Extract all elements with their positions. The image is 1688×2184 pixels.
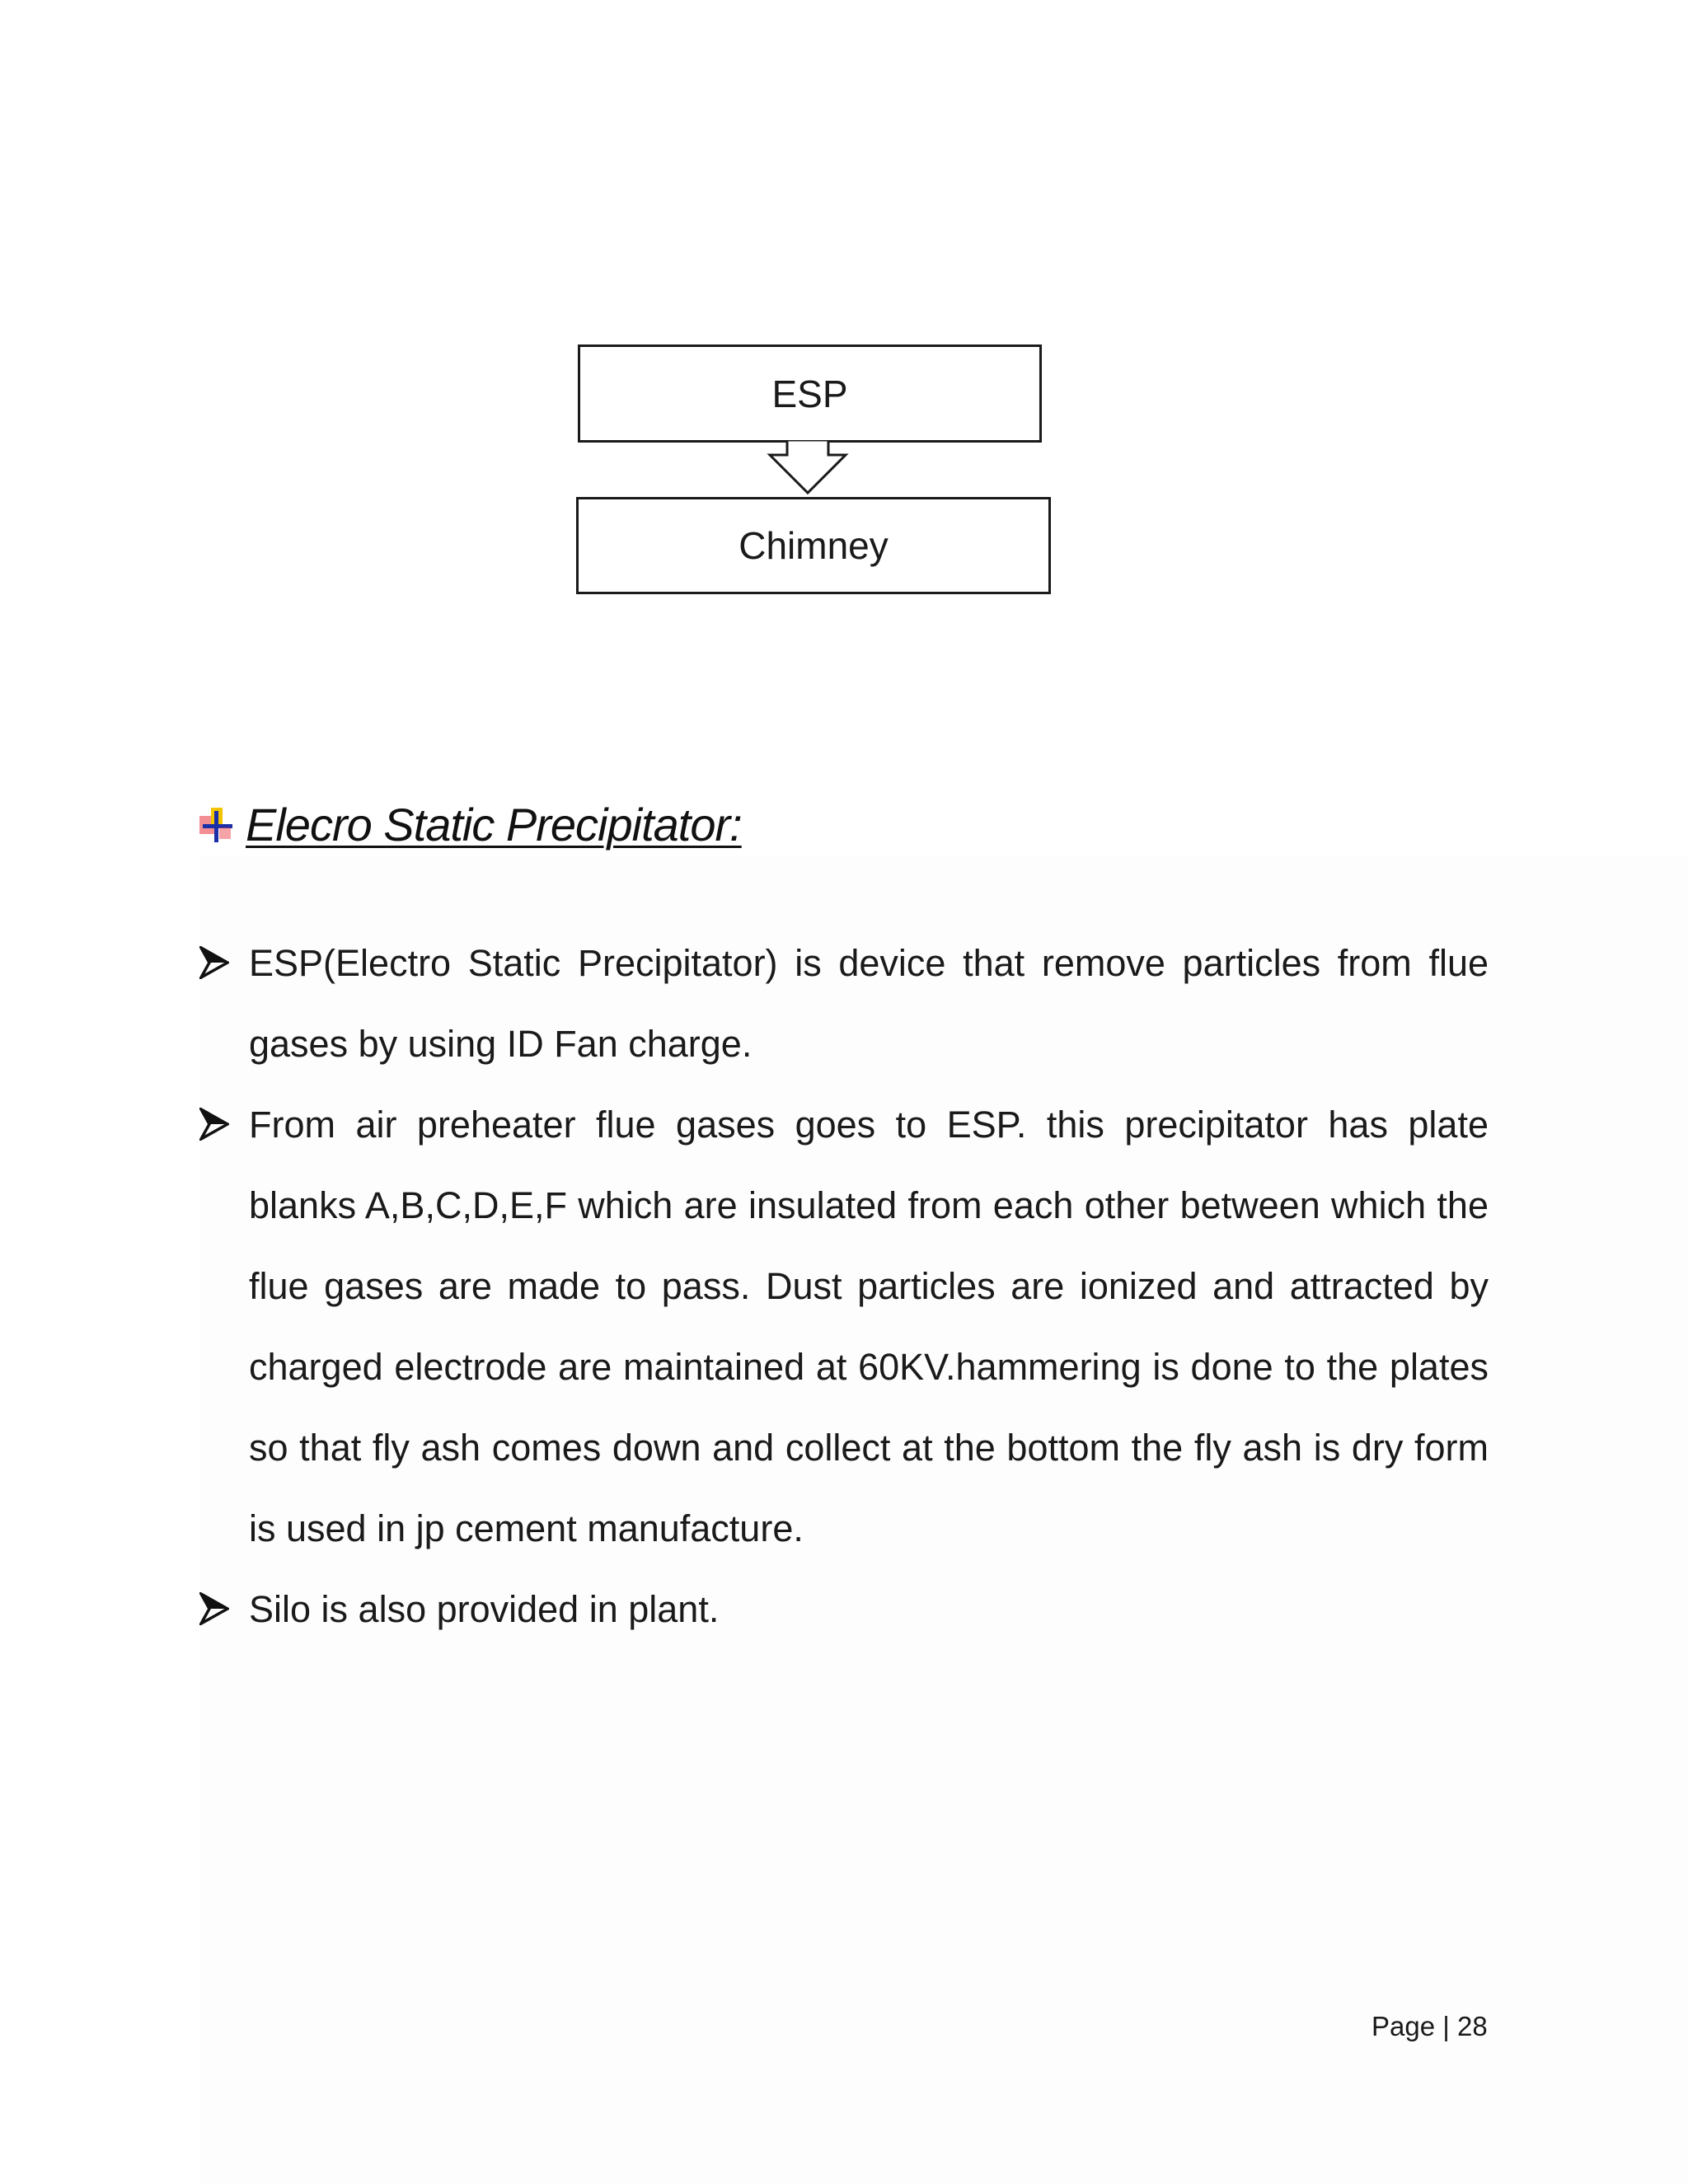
section-title: Elecro Static Precipitator: [246,799,742,851]
flow-box-chimney [576,497,1051,594]
flow-box-label: ESP [771,372,848,415]
page-separator: | [1442,2011,1450,2041]
list-item-text: ESP(Electro Static Precipitator) is device that remove particles from flue gases by using ID Fan charge. [249,942,1489,1065]
page-number: 28 [1457,2011,1488,2041]
flow-box-label: Chimney [738,524,889,567]
arrowhead-bullet-icon [199,1592,229,1625]
arrowhead-bullet-icon [199,1108,229,1141]
page-label: Page [1372,2011,1436,2041]
bullet-list [198,923,1489,1650]
list-item [198,1569,1489,1650]
down-arrow-icon [767,440,849,496]
list-item-text: Silo is also provided in plant. [249,1588,720,1630]
list-item [198,1085,1489,1569]
list-item [198,923,1489,1085]
flow-box-esp [578,344,1042,443]
list-item-text: From air preheater flue gases goes to ESP. this precipitator has plate blanks A,B,C,D,E,F which are insulated from each other between which the flue gases are made to pass. Dust particles are ionized and attracted by charged electrode are maintained at 60KV.hammering is done to the plates so that fly ash comes down and collect at the bottom the fly ash is dry form is used in jp cement manufacture. [249,1104,1489,1549]
bullet-cross-icon [198,806,236,844]
page-footer [1372,2011,1488,2042]
arrowhead-bullet-icon [199,946,229,979]
section-heading [198,798,742,851]
